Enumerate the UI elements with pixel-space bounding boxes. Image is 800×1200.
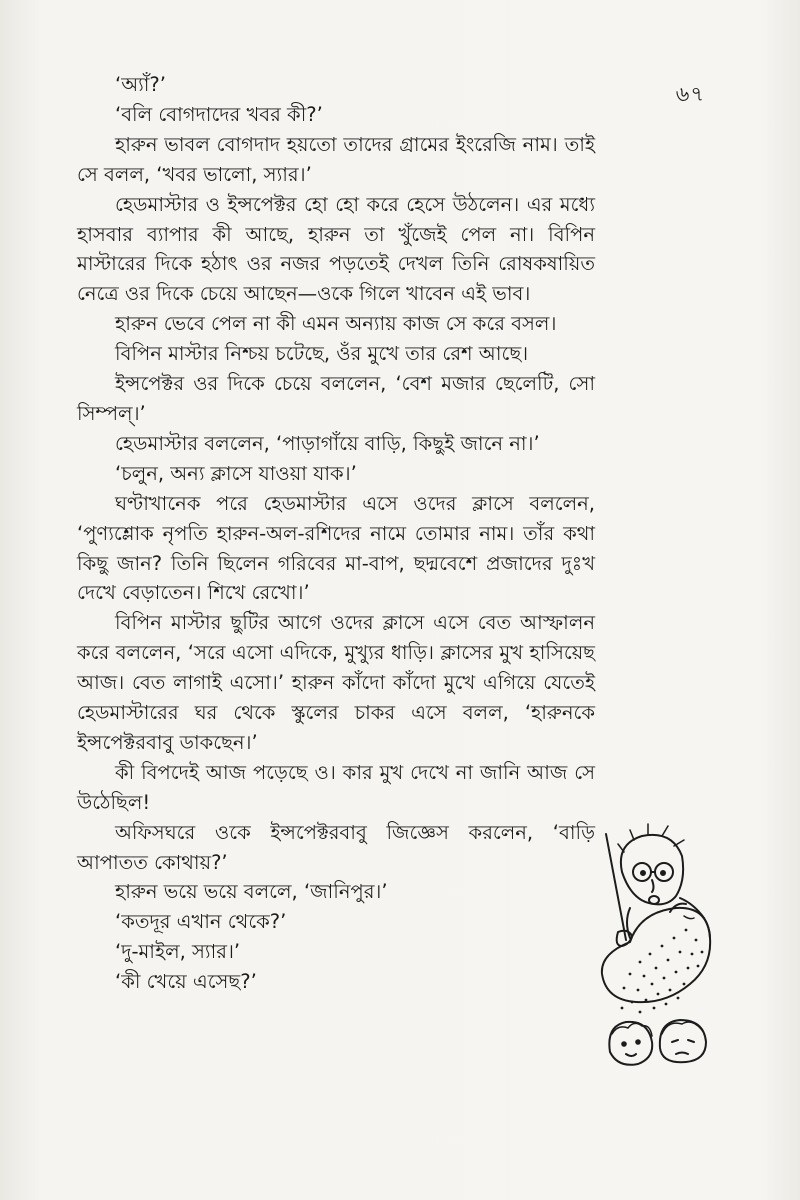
teacher-icon xyxy=(618,824,710,938)
page-number: ৬৭ xyxy=(675,82,705,106)
boy-icon xyxy=(660,1020,706,1062)
paragraph: হারুন ভেবে পেল না কী এমন অন্যায় কাজ সে করে বসল। xyxy=(115,312,557,336)
paragraph: ‘দু-মাইল, স্যার।’ xyxy=(115,940,241,964)
paragraph: হেডমাস্টার ও ইন্সপেক্টর হো হো করে হেসে উঠলেন। এর মধ্যে হাসবার ব্যাপার কী আছে, হারুন তা খুঁজেই পেল না। বিপিন মাস্টারের দিকে হঠাৎ ওর নজর পড়তেই দেখল তিনি রোষকষায়িত নেত্রে ওর দিকে চেয়ে আছেন—ওকে গিলে খাবেন এই ভাব। xyxy=(77,192,595,306)
paragraph: ‘চলুন, অন্য ক্লাসে যাওয়া যাক।’ xyxy=(115,461,357,485)
paragraph: ‘বলি বোগদাদের খবর কী?’ xyxy=(115,102,323,126)
paragraph: ইন্সপেক্টর ওর দিকে চেয়ে বললেন, ‘বেশ মজার ছেলেটি, সো সিম্পল্।’ xyxy=(77,372,595,425)
paragraph: কী বিপদেই আজ পড়েছে ও। কার মুখ দেখে না জানি আজ সে উঠেছিল! xyxy=(77,760,595,814)
illustration-sketch xyxy=(600,812,718,1070)
boy-icon xyxy=(609,1022,652,1065)
paragraph: অফিসঘরে ওকে ইন্সপেক্টরবাবু জিজ্ঞেস করলেন, ‘বাড়ি আপাতত কোথায়?’ xyxy=(77,820,595,874)
paragraph: বিপিন মাস্টার ছুটির আগে ওদের ক্লাসে এসে বেত আস্ফালন করে বললেন, ‘সরে এসো এদিকে, মুখ্যুর ধাড়ি। ক্লাসের মুখ হাসিয়েছ আজ। বেত লাগাই এসো।’ হারুন কাঁদো কাঁদো মুখে এগিয়ে যেতেই হেডমাস্টারের ঘর থেকে স্কুলের চাকর এসে বলল, ‘হারুনকে ইন্সপেক্টরবাবু ডাকছেন।’ xyxy=(77,611,595,754)
paragraph: হেডমাস্টার বললেন, ‘পাড়াগাঁয়ে বাড়ি, কিছুই জানে না।’ xyxy=(115,431,540,455)
paragraph: বিপিন মাস্টার নিশ্চয় চটেছে, ওঁর মুখে তার রেশ আছে। xyxy=(115,342,529,366)
paragraph: ‘অ্যাঁ?’ xyxy=(115,73,166,96)
paragraph: ‘কতদূর এখান থেকে?’ xyxy=(115,910,287,934)
jackfruit-icon xyxy=(602,904,710,1014)
paragraph: হারুন ভয়ে ভয়ে বললে, ‘জানিপুর।’ xyxy=(115,880,388,904)
paragraph: হারুন ভাবল বোগদাদ হয়তো তাদের গ্রামের ইংরেজি নাম। তাই সে বলল, ‘খবর ভালো, স্যার।’ xyxy=(77,132,595,186)
body-text xyxy=(77,70,595,997)
paragraph: ‘কী খেয়ে এসেছ?’ xyxy=(115,970,257,994)
paragraph: ঘণ্টাখানেক পরে হেডমাস্টার এসে ওদের ক্লাসে বললেন, ‘পুণ্যশ্লোক নৃপতি হারুন-অল-রশিদের নামে তোমার নাম। তাঁর কথা কিছু জান? তিনি ছিলেন গরিবের মা-বাপ, ছদ্মবেশে প্রজাদের দুঃখ দেখে বেড়াতেন। শিখে রেখো।’ xyxy=(77,491,595,605)
